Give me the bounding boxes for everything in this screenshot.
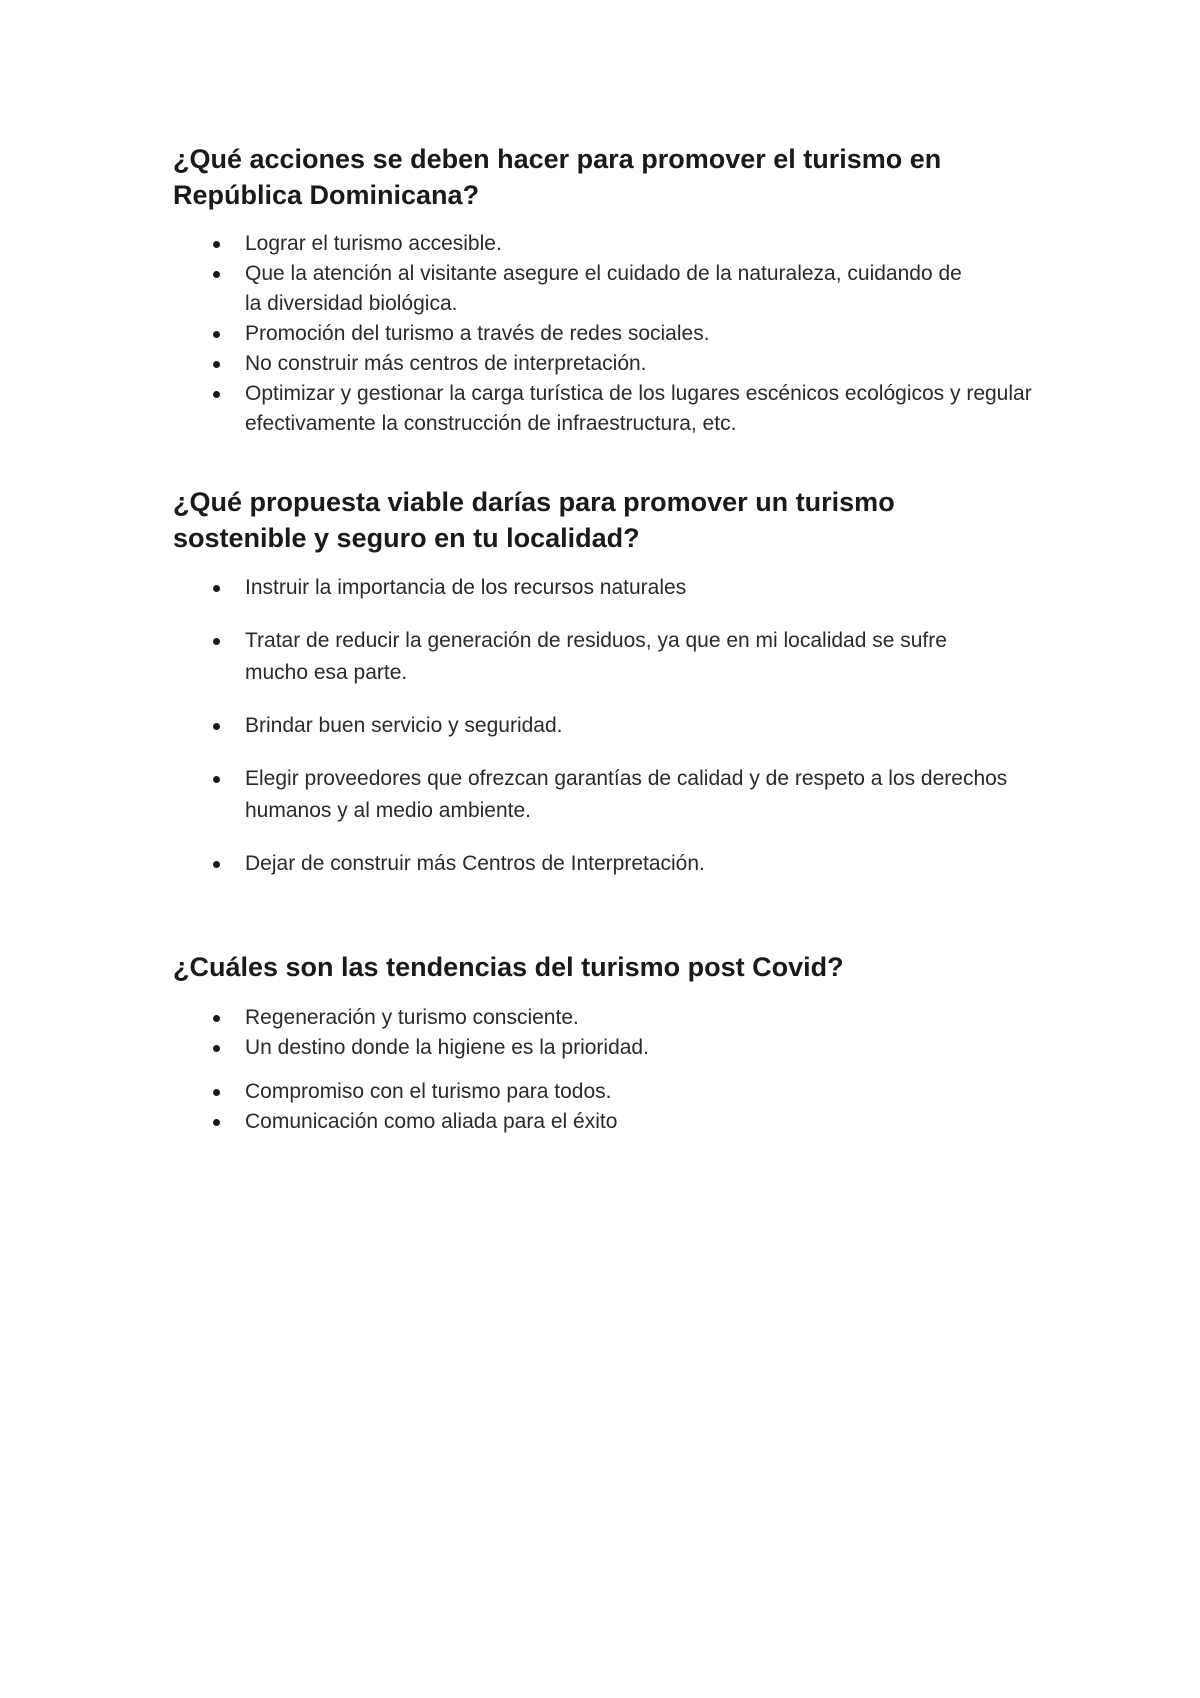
list-item: Comunicación como aliada para el éxito [173,1107,1053,1137]
list-item: Lograr el turismo accesible. [173,229,1053,259]
bullet-list-1 [173,229,1053,439]
list-item: Optimizar y gestionar la carga turística de los lugares escénicos ecológicos y regular efectivamente la construcción de infraestructura, etc. [173,379,1053,439]
section-heading-3: ¿Cuáles son las tendencias del turismo post Covid? [173,952,844,982]
list-item: Instruir la importancia de los recursos naturales [173,572,1053,604]
bullet-list-2 [173,572,1053,901]
list-item: Dejar de construir más Centros de Interpretación. [173,848,1053,880]
list-item: Compromiso con el turismo para todos. [173,1077,1053,1107]
list-item: Promoción del turismo a través de redes sociales. [173,319,1053,349]
list-item: Que la atención al visitante asegure el cuidado de la naturaleza, cuidando de la diversidad biológica. [173,259,965,319]
list-item: Tratar de reducir la generación de residuos, ya que en mi localidad se sufre mucho esa parte. [173,625,1005,689]
section-heading-2: ¿Qué propuesta viable darías para promover un turismo sostenible y seguro en tu localidad? [173,487,895,553]
list-item: No construir más centros de interpretación. [173,349,1053,379]
list-item: Brindar buen servicio y seguridad. [173,710,1053,742]
list-item: Regeneración y turismo consciente. [173,1003,1053,1033]
bullet-list-3 [173,1003,1053,1137]
section-heading-1: ¿Qué acciones se deben hacer para promover el turismo en República Dominicana? [173,144,942,210]
list-item: Un destino donde la higiene es la prioridad. [173,1033,1053,1063]
list-item: Elegir proveedores que ofrezcan garantías de calidad y de respeto a los derechos humanos y al medio ambiente. [173,763,1045,827]
